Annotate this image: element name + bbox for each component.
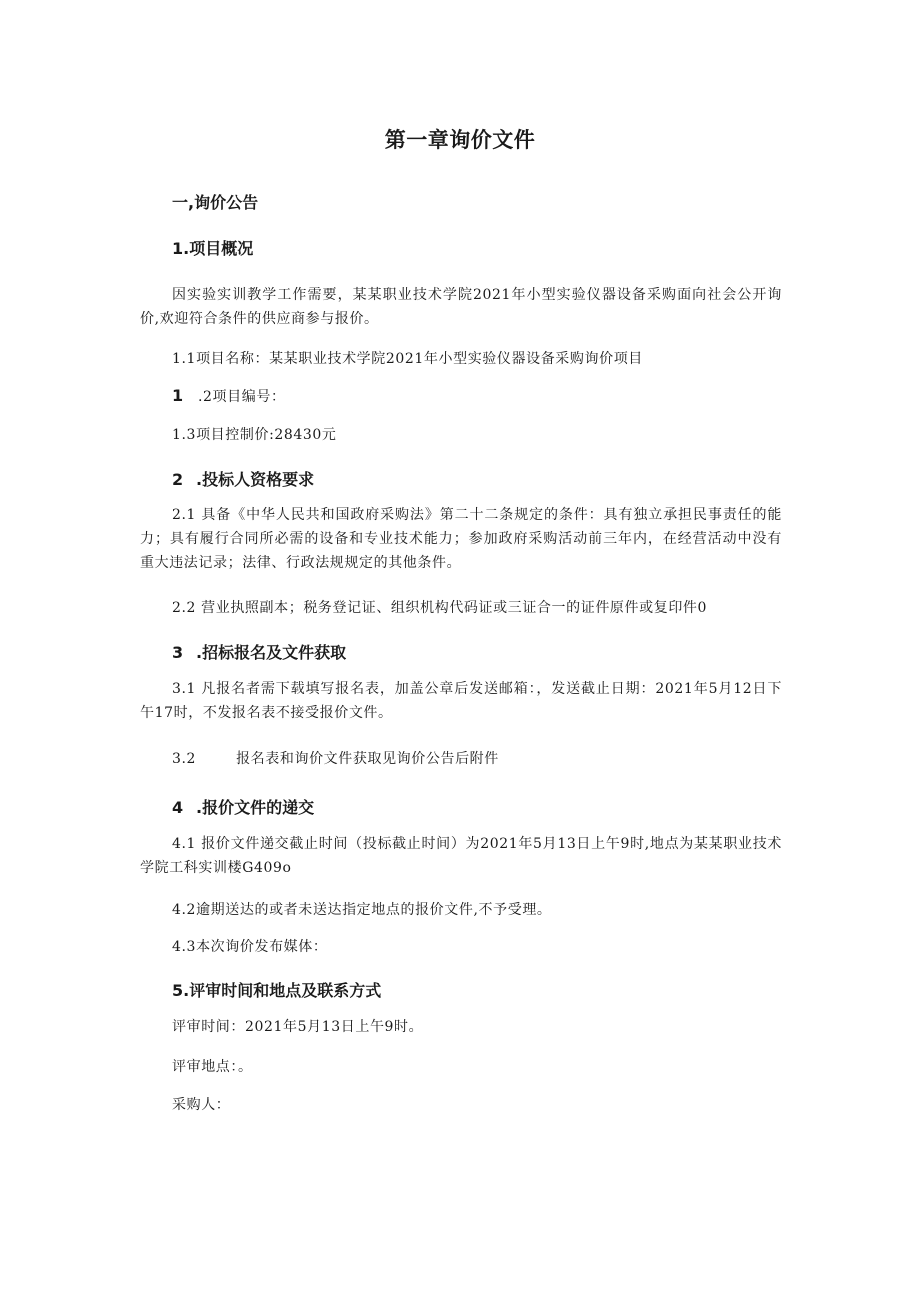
heading-review-contact: 5.评审时间和地点及联系方式 [172,981,382,1000]
heading-submission [172,795,314,818]
heading-project-overview: 1.项目概况 [172,239,254,258]
item-2-2-business-license: 2.2 营业执照副本；税务登记证、组织机构代码证或三证合一的证件原件或复印件0 [172,600,708,616]
item-3-2-text: 报名表和询价文件获取见询价公告后附件 [236,751,499,767]
heading-4-number: 4 [172,798,184,817]
item-1-1-project-name: 1.1项目名称：某某职业技术学院2021年小型实验仪器设备采购询价项目 [172,351,643,367]
item-1-2-project-number [172,384,286,409]
heading-3-text: .招标报名及文件获取 [196,643,347,662]
heading-bidder-qualifications [172,467,314,490]
item-2-1-qualifications: 2.1 具备《中华人民共和国政府采购法》第二十二条规定的条件：具有独立承担民事责任的能力；具有履行合同所必需的设备和专业技术能力；参加政府采购活动前三年内，在经营活动中没有重大违法记录；法律、行政法规规定的其他条件。 [140,507,782,571]
section-heading-announcement: 一,询价公告 [172,193,259,212]
review-place: 评审地点：。 [172,1059,253,1075]
paragraph-project-intro: 因实验实训教学工作需要，某某职业技术学院2021年小型实验仪器设备采购面向社会公开询价,欢迎符合条件的供应商参与报价。 [140,287,782,327]
document-title: 第一章询价文件 [384,128,536,152]
purchaser: 采购人： [172,1097,231,1113]
item-3-1-registration: 3.1 凡报名者需下载填写报名表，加盖公章后发送邮箱：，发送截止日期：2021年5月12日下午17时，不发报名表不接受报价文件。 [140,681,782,721]
heading-2-number: 2 [172,470,184,489]
item-1-3-control-price: 1.3项目控制价:28430元 [172,427,337,443]
item-1-2-text: .2项目编号： [198,389,286,405]
item-1-2-number: 1 [172,386,184,405]
item-3-2-documents [172,747,499,771]
heading-4-text: .报价文件的递交 [196,798,315,817]
item-4-2-late-submission: 4.2逾期送达的或者未送达指定地点的报价文件,不予受理。 [172,902,552,918]
heading-3-number: 3 [172,643,184,662]
item-4-1-deadline: 4.1 报价文件递交截止时间（投标截止时间）为2021年5月13日上午9时,地点为某某职业技术学院工科实训楼G409o [140,836,782,876]
item-3-2-number: 3.2 [172,751,197,767]
item-4-3-media: 4.3本次询价发布媒体： [172,939,328,955]
review-time: 评审时间：2021年5月13日上午9时。 [172,1019,424,1035]
heading-2-text: .投标人资格要求 [196,470,315,489]
heading-registration [172,640,346,663]
